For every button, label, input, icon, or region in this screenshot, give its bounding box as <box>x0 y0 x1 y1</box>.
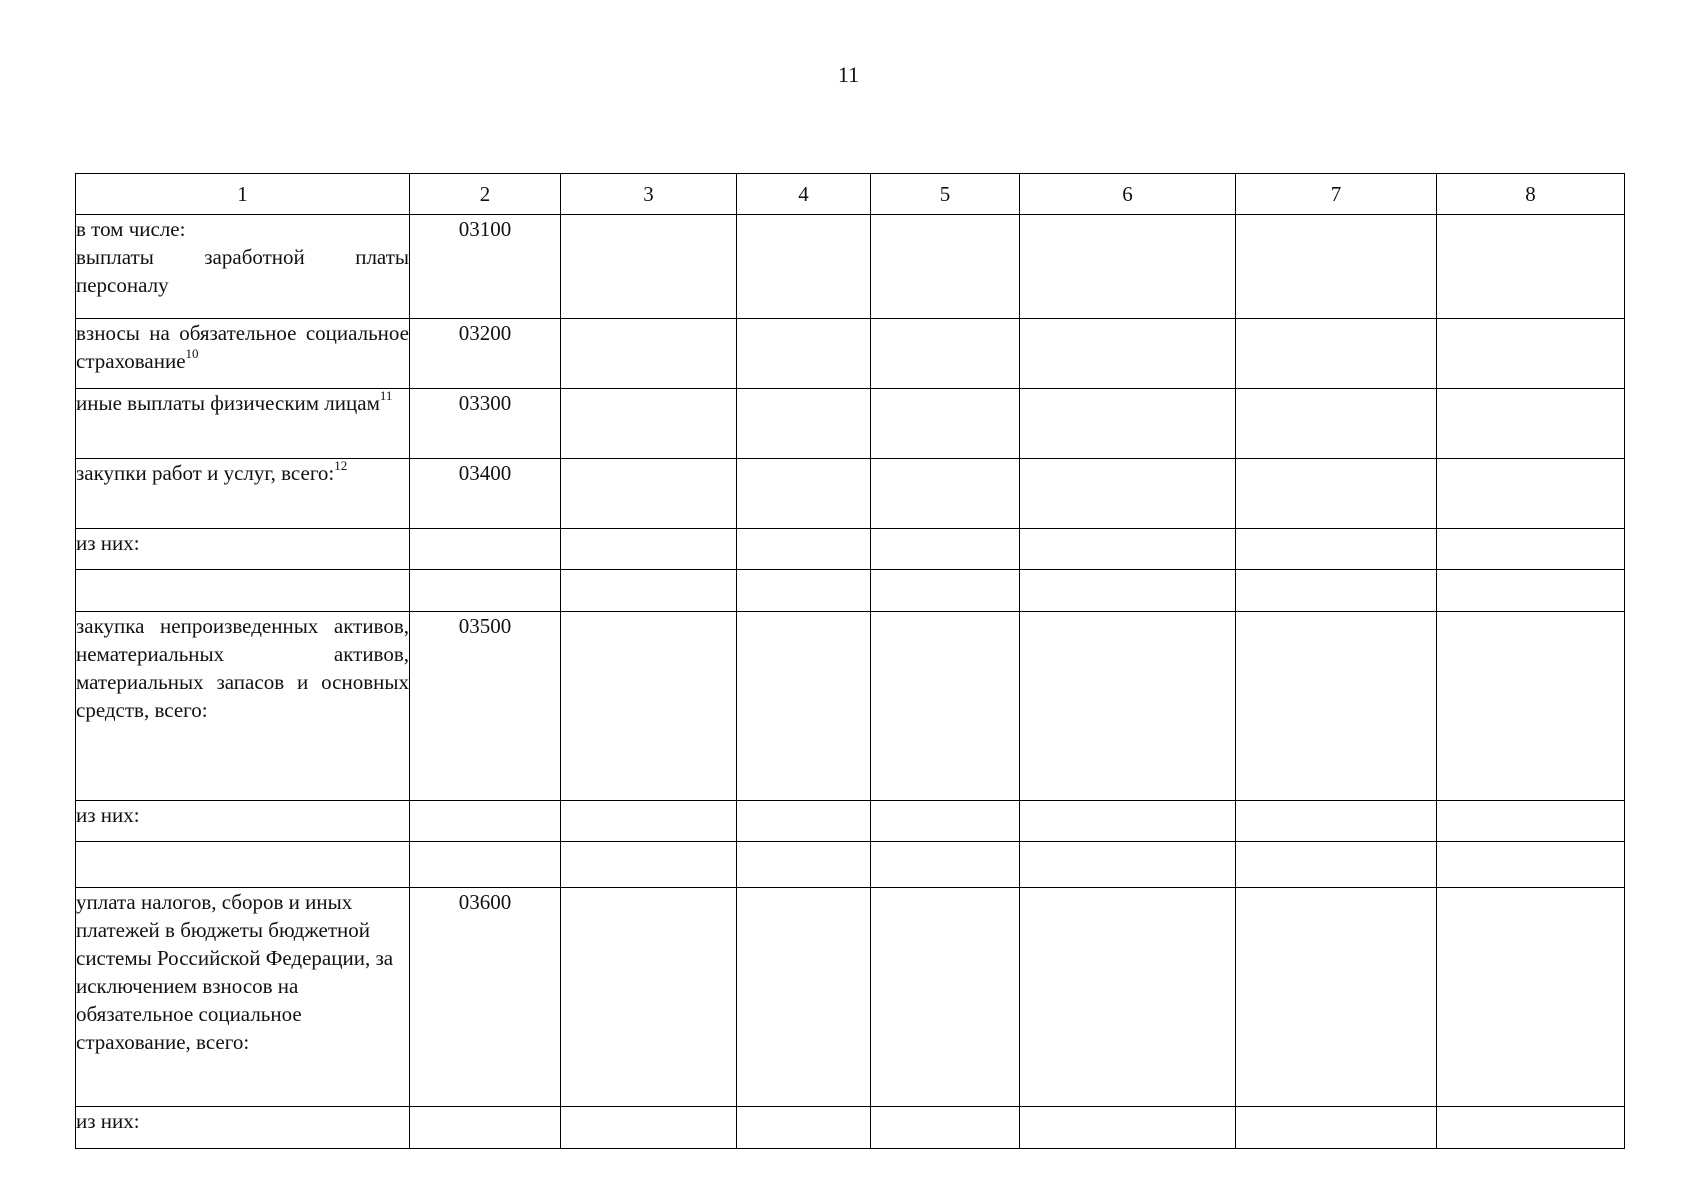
value-cell-col-7 <box>1236 801 1437 842</box>
column-header-6: 6 <box>1020 174 1236 215</box>
column-header-5: 5 <box>871 174 1020 215</box>
row-text: из них: <box>76 531 140 555</box>
value-cell-col-8 <box>1437 570 1625 612</box>
header-row <box>76 174 1625 215</box>
value-cell-col-7 <box>1236 1107 1437 1149</box>
value-cell-col-3 <box>561 215 737 319</box>
value-cell-col-7 <box>1236 888 1437 1107</box>
value-cell-col-3 <box>561 570 737 612</box>
column-header-3: 3 <box>561 174 737 215</box>
value-cell-col-4 <box>737 888 871 1107</box>
value-cell-col-4 <box>737 612 871 801</box>
column-header-1: 1 <box>76 174 410 215</box>
column-header-8: 8 <box>1437 174 1625 215</box>
value-cell-col-4 <box>737 459 871 529</box>
footnote-ref: 11 <box>379 388 393 403</box>
row-description <box>76 319 410 389</box>
value-cell-col-6 <box>1020 888 1236 1107</box>
table-row <box>76 842 1625 888</box>
column-header-2: 2 <box>410 174 561 215</box>
value-cell-col-5 <box>871 459 1020 529</box>
value-cell-col-6 <box>1020 319 1236 389</box>
value-cell-col-4 <box>737 842 871 888</box>
value-cell-col-5 <box>871 389 1020 459</box>
row-text: иные выплаты физическим лицам <box>76 391 380 415</box>
value-cell-col-5 <box>871 842 1020 888</box>
row-description <box>76 459 410 529</box>
table-row <box>76 215 1625 319</box>
value-cell-col-3 <box>561 319 737 389</box>
row-description <box>76 612 410 801</box>
value-cell-col-7 <box>1236 389 1437 459</box>
row-text: из них: <box>76 1109 140 1133</box>
value-cell-col-8 <box>1437 319 1625 389</box>
table-row <box>76 459 1625 529</box>
value-cell-col-3 <box>561 1107 737 1149</box>
row-code: 03300 <box>410 389 561 459</box>
value-cell-col-8 <box>1437 1107 1625 1149</box>
table-row <box>76 1107 1625 1149</box>
value-cell-col-3 <box>561 389 737 459</box>
footnote-ref: 10 <box>185 346 199 361</box>
table-row <box>76 612 1625 801</box>
row-description <box>76 389 410 459</box>
value-cell-col-6 <box>1020 1107 1236 1149</box>
row-description <box>76 888 410 1107</box>
value-cell-col-4 <box>737 215 871 319</box>
value-cell-col-8 <box>1437 459 1625 529</box>
value-cell-col-6 <box>1020 529 1236 570</box>
row-text: закупки работ и услуг, всего: <box>76 461 335 485</box>
value-cell-col-6 <box>1020 801 1236 842</box>
value-cell-col-7 <box>1236 459 1437 529</box>
value-cell-col-4 <box>737 1107 871 1149</box>
row-code <box>410 1107 561 1149</box>
row-description <box>76 801 410 842</box>
value-cell-col-3 <box>561 612 737 801</box>
value-cell-col-5 <box>871 801 1020 842</box>
row-code: 03400 <box>410 459 561 529</box>
value-cell-col-5 <box>871 1107 1020 1149</box>
value-cell-col-6 <box>1020 215 1236 319</box>
value-cell-col-5 <box>871 319 1020 389</box>
value-cell-col-4 <box>737 570 871 612</box>
row-prefix: в том числе: <box>76 217 186 241</box>
report-table <box>75 173 1625 1149</box>
row-description <box>76 1107 410 1149</box>
row-code <box>410 842 561 888</box>
value-cell-col-3 <box>561 842 737 888</box>
row-code <box>410 529 561 570</box>
value-cell-col-7 <box>1236 529 1437 570</box>
table-row <box>76 570 1625 612</box>
value-cell-col-6 <box>1020 459 1236 529</box>
value-cell-col-3 <box>561 529 737 570</box>
value-cell-col-4 <box>737 389 871 459</box>
column-header-4: 4 <box>737 174 871 215</box>
row-text: уплата налогов, сборов и иных платежей в бюджеты бюджетной системы Российской Федерации, за исключением взносов на обязательное социальное страхование, всего: <box>76 890 394 1054</box>
value-cell-col-6 <box>1020 389 1236 459</box>
value-cell-col-7 <box>1236 612 1437 801</box>
value-cell-col-8 <box>1437 215 1625 319</box>
table-row <box>76 888 1625 1107</box>
table-row <box>76 319 1625 389</box>
value-cell-col-4 <box>737 529 871 570</box>
row-code <box>410 570 561 612</box>
row-description <box>76 842 410 888</box>
value-cell-col-6 <box>1020 612 1236 801</box>
value-cell-col-8 <box>1437 801 1625 842</box>
row-code: 03600 <box>410 888 561 1107</box>
value-cell-col-8 <box>1437 612 1625 801</box>
footnote-ref: 12 <box>334 458 348 473</box>
value-cell-col-7 <box>1236 215 1437 319</box>
row-description <box>76 570 410 612</box>
row-text: закупка непроизведенных активов, нематериальных активов, материальных запасов и основных средств, всего: <box>76 614 409 722</box>
value-cell-col-8 <box>1437 842 1625 888</box>
value-cell-col-6 <box>1020 570 1236 612</box>
value-cell-col-8 <box>1437 888 1625 1107</box>
value-cell-col-5 <box>871 529 1020 570</box>
row-description <box>76 529 410 570</box>
value-cell-col-5 <box>871 888 1020 1107</box>
column-header-7: 7 <box>1236 174 1437 215</box>
value-cell-col-5 <box>871 570 1020 612</box>
row-code: 03500 <box>410 612 561 801</box>
value-cell-col-5 <box>871 215 1020 319</box>
row-description <box>76 215 410 319</box>
value-cell-col-3 <box>561 888 737 1107</box>
value-cell-col-6 <box>1020 842 1236 888</box>
value-cell-col-8 <box>1437 529 1625 570</box>
value-cell-col-7 <box>1236 319 1437 389</box>
page-number: 11 <box>837 62 860 87</box>
row-text: взносы на обязательное социальное страхование <box>76 321 409 373</box>
value-cell-col-7 <box>1236 570 1437 612</box>
row-code <box>410 801 561 842</box>
value-cell-col-7 <box>1236 842 1437 888</box>
row-text: выплаты заработной платы персоналу <box>76 245 409 297</box>
value-cell-col-4 <box>737 801 871 842</box>
value-cell-col-8 <box>1437 389 1625 459</box>
value-cell-col-4 <box>737 319 871 389</box>
value-cell-col-5 <box>871 612 1020 801</box>
row-code: 03200 <box>410 319 561 389</box>
value-cell-col-3 <box>561 801 737 842</box>
row-code: 03100 <box>410 215 561 319</box>
table-row <box>76 389 1625 459</box>
table-row <box>76 801 1625 842</box>
value-cell-col-3 <box>561 459 737 529</box>
row-text: из них: <box>76 803 140 827</box>
table-row <box>76 529 1625 570</box>
